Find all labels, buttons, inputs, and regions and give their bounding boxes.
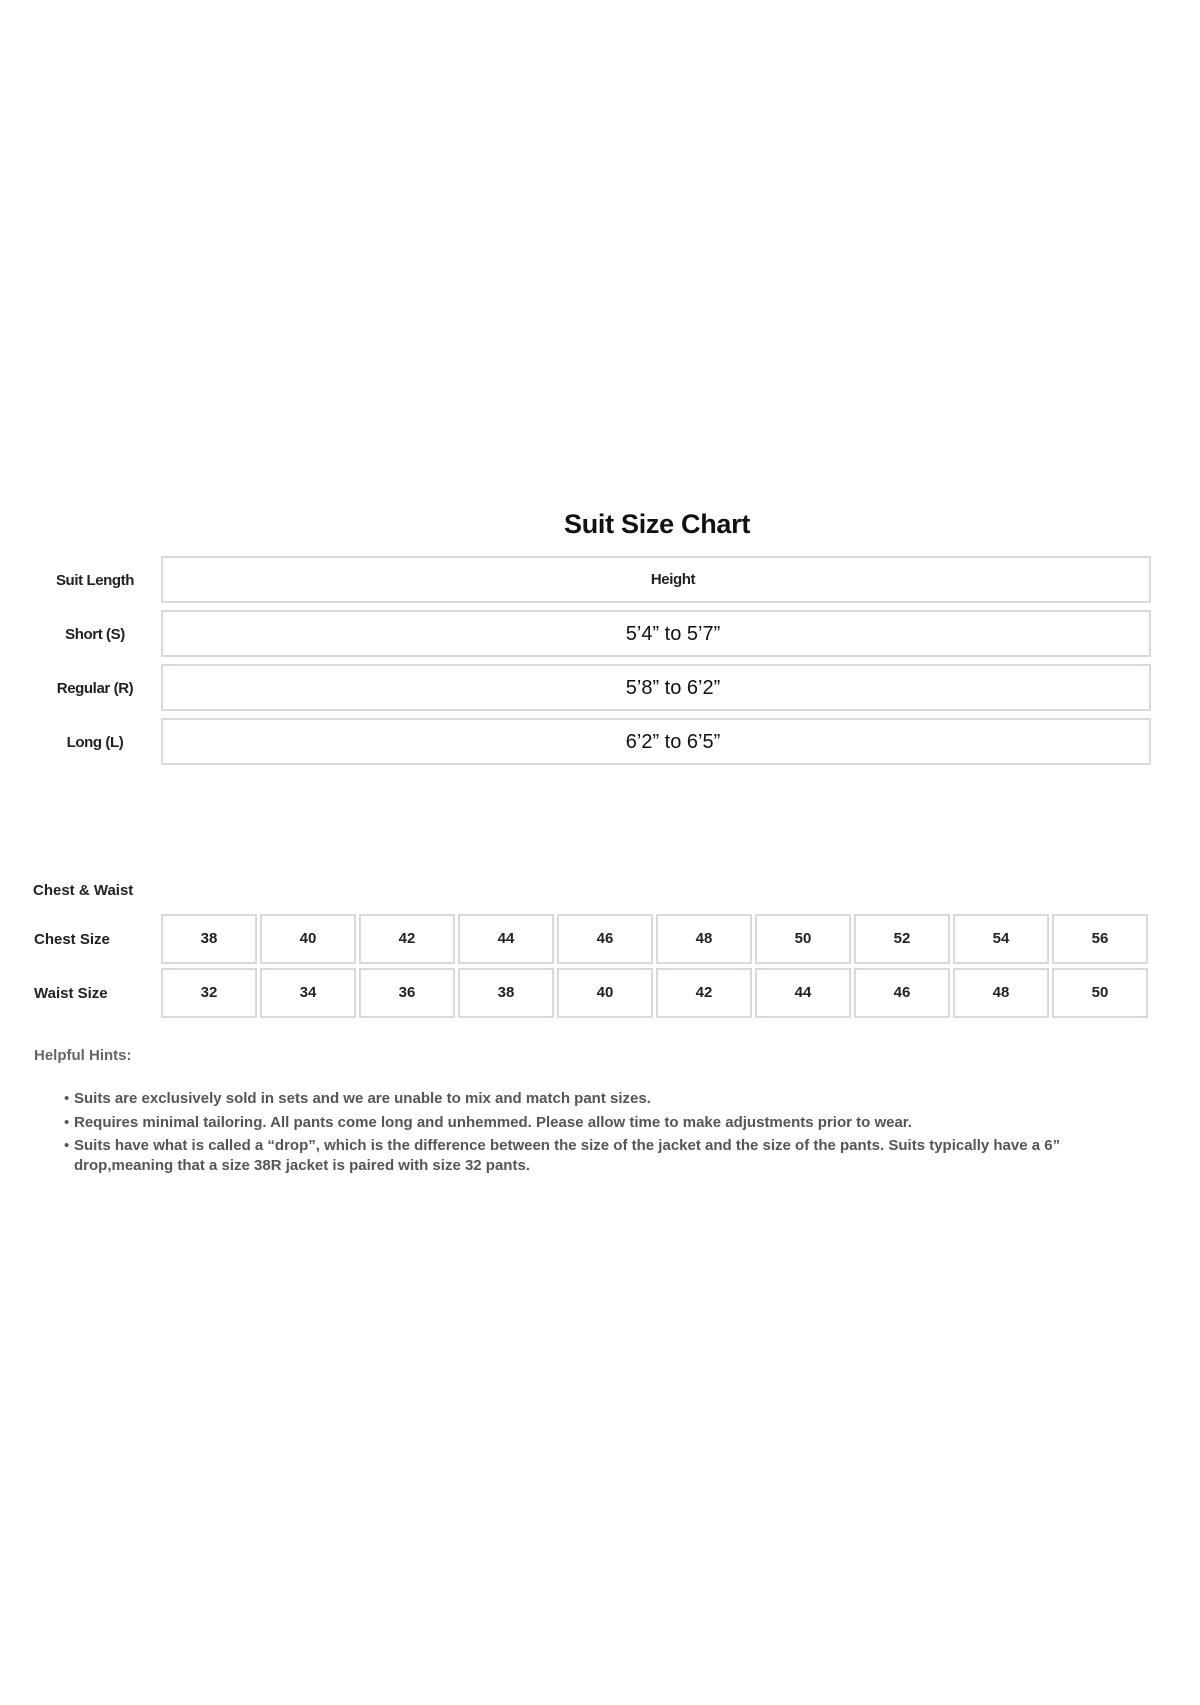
chest-waist-section-label: Chest & Waist	[33, 882, 134, 899]
height-range-text: 5’4” to 5’7”	[625, 623, 721, 645]
waist-size-cell: 32	[161, 968, 257, 1018]
height-range-text: 6’2” to 6’5”	[625, 731, 721, 753]
suit-length-row-long	[0, 718, 1200, 768]
hint-item: • Suits are exclusively sold in sets and we are unable to mix and match pant sizes.	[64, 1089, 1084, 1109]
waist-size-row	[0, 968, 1200, 1020]
chest-size-row	[0, 914, 1200, 966]
waist-size-cell: 36	[359, 968, 455, 1018]
waist-size-cell: 50	[1052, 968, 1148, 1018]
height-range-cell	[161, 664, 1151, 711]
waist-size-cell: 40	[557, 968, 653, 1018]
waist-size-cell: 48	[953, 968, 1049, 1018]
waist-size-cell: 34	[260, 968, 356, 1018]
height-header-cell	[161, 556, 1151, 603]
chest-size-cell: 52	[854, 914, 950, 964]
chest-size-cell: 50	[755, 914, 851, 964]
waist-size-cell: 46	[854, 968, 950, 1018]
chest-size-cell: 46	[557, 914, 653, 964]
hint-item: • Suits have what is called a “drop”, which is the difference between the size of the jacket and the size of the pants. Suits typically have a 6” drop,meaning that a size 38R jacket is paired with size 32 pants.	[64, 1136, 1084, 1175]
suit-length-label: Short (S)	[65, 626, 125, 643]
waist-size-label: Waist Size	[34, 985, 108, 1002]
chest-size-cell: 38	[161, 914, 257, 964]
suit-length-row-regular	[0, 664, 1200, 714]
suit-length-label: Long (L)	[66, 734, 124, 751]
suit-length-header-row	[0, 556, 1200, 606]
chest-size-label: Chest Size	[34, 931, 110, 948]
chest-size-cell: 54	[953, 914, 1049, 964]
height-range-cell	[161, 610, 1151, 657]
height-range-cell	[161, 718, 1151, 765]
height-header-text: Height	[650, 571, 696, 588]
chest-size-cell: 44	[458, 914, 554, 964]
chest-size-cell: 40	[260, 914, 356, 964]
waist-size-cell: 38	[458, 968, 554, 1018]
waist-size-cell: 44	[755, 968, 851, 1018]
page-title: Suit Size Chart	[563, 509, 751, 539]
suit-length-header-label: Suit Length	[55, 572, 135, 589]
chest-size-cell: 56	[1052, 914, 1148, 964]
height-range-text: 5’8” to 6’2”	[625, 677, 721, 699]
suit-length-row-short	[0, 610, 1200, 660]
chest-size-cell: 42	[359, 914, 455, 964]
helpful-hints-list	[64, 1089, 1084, 1179]
waist-size-cell: 42	[656, 968, 752, 1018]
helpful-hints-title: Helpful Hints:	[34, 1047, 132, 1064]
suit-length-label: Regular (R)	[56, 680, 134, 697]
hint-item: • Requires minimal tailoring. All pants come long and unhemmed. Please allow time to make adjustments prior to wear.	[64, 1113, 1084, 1133]
chest-size-cell: 48	[656, 914, 752, 964]
